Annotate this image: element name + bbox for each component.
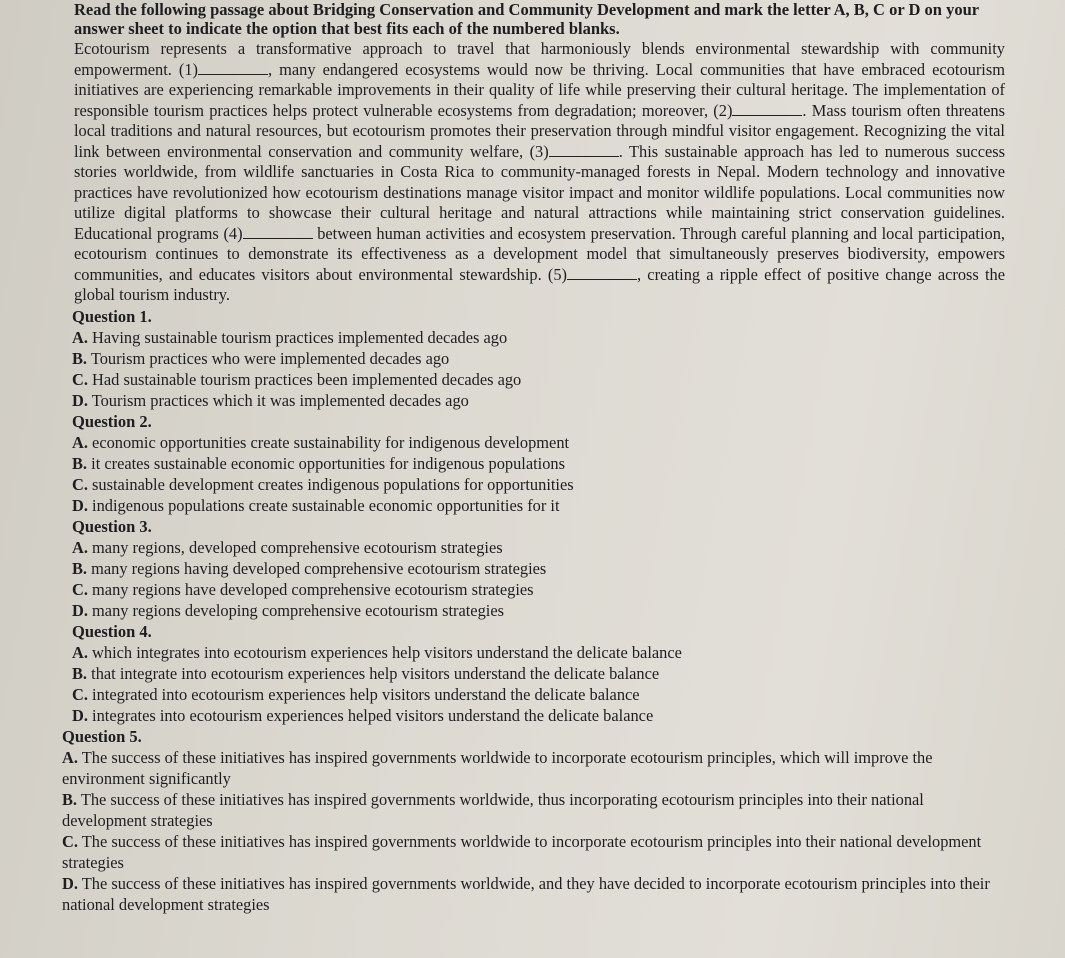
question-title: Question 3.: [72, 516, 152, 536]
instructions: Read the following passage about Bridging Conservation and Community Development and mark the letter A, B, C or D on your answer sheet to indicate the option that best fits each of the numbered blanks.: [74, 0, 979, 38]
blank-1: [198, 73, 268, 75]
option-b[interactable]: B. it creates sustainable economic opportunities for indigenous populations: [72, 453, 565, 473]
option-b[interactable]: B. that integrate into ecotourism experiences help visitors understand the delicate balance: [72, 663, 660, 683]
option-a[interactable]: A. many regions, developed comprehensive ecotourism strategies: [72, 537, 503, 557]
blank-4: [243, 237, 313, 239]
question-title: Question 5.: [62, 726, 142, 746]
blank-2: [732, 114, 802, 116]
option-c[interactable]: C. The success of these initiatives has inspired governments worldwide to incorporate ecotourism principles into their national development strategies: [62, 831, 982, 872]
option-c[interactable]: C. integrated into ecotourism experiences help visitors understand the delicate balance: [72, 684, 640, 704]
option-b[interactable]: B. Tourism practices who were implemented decades ago: [72, 348, 450, 368]
option-d[interactable]: D. integrates into ecotourism experiences helped visitors understand the delicate balance: [72, 705, 654, 725]
passage-part-5: between human activities and ecosystem preservation. Through careful planning and local participation, ecotourism continues to demonstrate its effectiveness as a development model that simultaneously preserves biodiversity, empowers communities, and educates visitors about environmental stewardship. (5): [74, 223, 1005, 284]
passage-part-1: Ecotourism represents a transformative approach to travel that harmoniously blends environmental stewardship with community empowerment. (1): [74, 39, 1005, 79]
question-title: Question 1.: [72, 306, 152, 326]
question-4: [62, 621, 1005, 726]
question-1: [62, 306, 1005, 411]
option-a[interactable]: A. economic opportunities create sustainability for indigenous development: [72, 432, 570, 452]
question-3: [62, 516, 1005, 621]
blank-5: [567, 278, 637, 280]
passage-part-6: , creating a ripple effect of positive change across the global tourism industry.: [74, 264, 1006, 304]
option-c[interactable]: C. sustainable development creates indigenous populations for opportunities: [72, 474, 574, 494]
option-c[interactable]: C. Had sustainable tourism practices been implemented decades ago: [72, 369, 522, 389]
option-c[interactable]: C. many regions have developed comprehensive ecotourism strategies: [72, 579, 534, 599]
passage-part-3: . Mass tourism often threatens local traditions and natural resources, but ecotourism promotes their preservation through mindful visitor engagement. Recognizing the vital link between environmental conservation and community welfare, (3): [74, 100, 1005, 161]
option-d[interactable]: D. Tourism practices which it was implemented decades ago: [72, 390, 469, 410]
option-b[interactable]: B. many regions having developed comprehensive ecotourism strategies: [72, 558, 547, 578]
passage-part-2: , many endangered ecosystems would now be thriving. Local communities that have embraced ecotourism initiatives are experiencing remarkable improvements in their quality of life while preserving their cultural heritage. The implementation of responsible tourism practices helps protect vulnerable ecosystems from degradation; moreover, (2): [74, 59, 1005, 120]
passage: [74, 39, 1005, 306]
question-title: Question 2.: [72, 411, 152, 431]
option-b[interactable]: B. The success of these initiatives has inspired governments worldwide, thus incorporating ecotourism principles into their national development strategies: [62, 789, 924, 830]
option-a[interactable]: A. The success of these initiatives has inspired governments worldwide to incorporate ecotourism principles, which will improve the environment significantly: [62, 747, 933, 788]
blank-3: [549, 155, 619, 157]
option-d[interactable]: D. indigenous populations create sustainable economic opportunities for it: [72, 495, 560, 515]
question-5: [62, 726, 1005, 915]
question-2: [62, 411, 1005, 516]
option-a[interactable]: A. which integrates into ecotourism experiences help visitors understand the delicate balance: [72, 642, 682, 662]
question-title: Question 4.: [72, 621, 152, 641]
option-a[interactable]: A. Having sustainable tourism practices implemented decades ago: [72, 327, 508, 347]
option-d[interactable]: D. The success of these initiatives has inspired governments worldwide, and they have decided to incorporate ecotourism principles into their national development strategies: [62, 873, 990, 914]
option-d[interactable]: D. many regions developing comprehensive ecotourism strategies: [72, 600, 504, 620]
passage-part-4: . This sustainable approach has led to numerous success stories worldwide, from wildlife sanctuaries in Costa Rica to community-managed forests in Nepal. Modern technology and innovative practices have revolutionized how ecotourism destinations manage visitor impact and monitor wildlife populations. Local communities now utilize digital platforms to showcase their cultural heritage and natural attractions while maintaining strict conservation guidelines. Educational programs (4): [74, 141, 1005, 243]
